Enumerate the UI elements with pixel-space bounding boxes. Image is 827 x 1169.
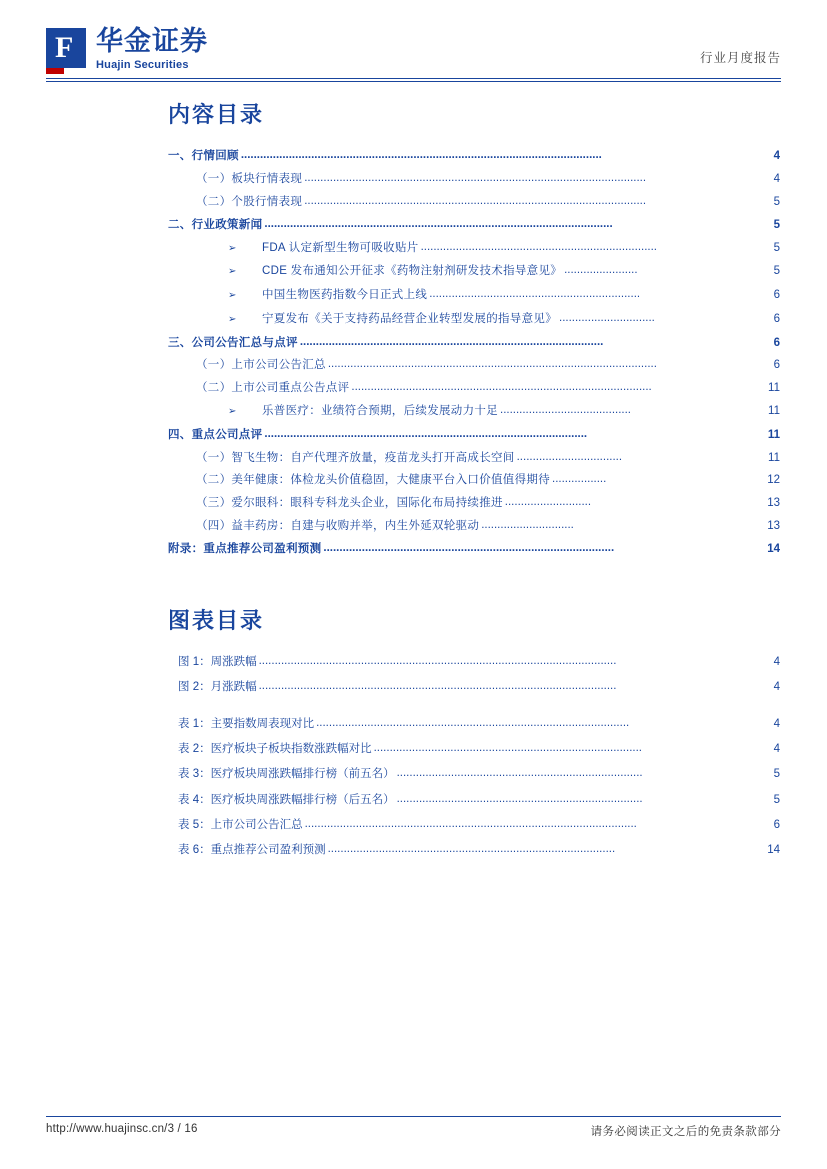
toc-entry-page: 6 — [773, 359, 780, 372]
toc-leader: ............................................................................................... — [299, 335, 604, 348]
toc-entry-label: （一）板块行情表现 — [196, 173, 303, 186]
toc-entry-label: 附录：重点推荐公司盈利预测 — [168, 542, 322, 555]
toc-leader: .......................................................................... — [420, 240, 657, 253]
toc-leader: ........................... — [504, 496, 592, 509]
page-footer — [46, 1116, 781, 1139]
table-entry[interactable] — [168, 711, 780, 736]
table-leader: ............................................................................. — [396, 792, 643, 805]
toc-entry-label: 二、行业政策新闻 — [168, 218, 263, 231]
bullet-arrow-icon: ➢ — [228, 313, 237, 325]
toc-leader: .................................................................. — [429, 288, 641, 301]
logo-text-cn: 华金证券 — [96, 26, 208, 56]
toc-entry-label: （三）爱尔眼科：眼科专科龙头企业，国际化布局持续推进 — [196, 497, 503, 510]
table-entry-page: 4 — [773, 718, 780, 731]
toc-entry[interactable] — [168, 145, 780, 168]
toc-leader: ......................................... — [500, 403, 631, 416]
table-leader: .......................................................................................... — [327, 842, 616, 855]
toc-entry[interactable] — [168, 236, 780, 260]
toc-entry-label: 宁夏发布《关于支持药品经营企业转型发展的指导意见》 — [262, 312, 557, 325]
table-entry-label: 表 4：医疗板块周涨跌幅排行榜（后五名） — [178, 793, 395, 806]
table-entry-label: 表 5：上市公司公告汇总 — [178, 818, 303, 831]
bullet-arrow-icon: ➢ — [228, 290, 237, 302]
table-entry[interactable] — [168, 787, 780, 812]
table-leader: ............................................................................. — [396, 767, 643, 780]
toc-leader: ........................................................................................... — [323, 541, 615, 554]
toc-entry[interactable] — [168, 377, 780, 400]
logo-text-en: Huajin Securities — [96, 59, 189, 71]
toc-entry[interactable] — [168, 492, 780, 515]
header-divider-thin — [46, 81, 781, 82]
bullet-arrow-icon: ➢ — [228, 242, 237, 254]
toc-entry-label: （二）上市公司重点公告点评 — [196, 382, 350, 395]
logo-letter: F — [55, 31, 74, 64]
logo-mark-icon — [46, 28, 86, 68]
toc-leader: ....................... — [564, 264, 638, 277]
toc-entry-page: 4 — [773, 173, 780, 186]
figure-entry-page: 4 — [773, 680, 780, 693]
toc-entry[interactable] — [168, 423, 780, 446]
toc-leader: ........................................................................................................... — [304, 194, 647, 207]
toc-leader: ....................................................................................................... — [327, 358, 657, 371]
toc-entry-page: 5 — [773, 241, 780, 254]
figure-index-title: 图表目录 — [168, 608, 265, 634]
toc-entry-page: 6 — [773, 289, 780, 302]
table-leader: ........................................................................................................ — [304, 817, 637, 830]
toc-leader: ............................................................................................................. — [264, 217, 613, 230]
toc-entry-label: （二）个股行情表现 — [196, 195, 303, 208]
page-header — [46, 26, 781, 76]
figure-entry-page: 4 — [773, 655, 780, 668]
toc-entry[interactable] — [168, 400, 780, 424]
toc-entry-page: 11 — [767, 428, 780, 441]
toc-entry[interactable] — [168, 168, 780, 191]
toc-entry-page: 4 — [773, 150, 780, 163]
table-entry[interactable] — [168, 837, 780, 862]
toc-entry-label: （一）上市公司公告汇总 — [196, 359, 326, 372]
toc-entry[interactable] — [168, 260, 780, 284]
toc-entry[interactable] — [168, 284, 780, 308]
toc-entry-label: 一、行情回顾 — [168, 150, 239, 163]
table-entry-label: 表 6：重点推荐公司盈利预测 — [178, 843, 326, 856]
figure-entry-label: 图 2：月涨跌幅 — [178, 680, 257, 693]
toc-entry-page: 6 — [773, 336, 780, 349]
figure-entry[interactable] — [168, 674, 780, 699]
table-entry-page: 6 — [773, 818, 780, 831]
toc-leader: ................................. — [516, 450, 623, 463]
toc-entry[interactable] — [168, 213, 780, 236]
toc-entry[interactable] — [168, 354, 780, 377]
toc-entry-page: 12 — [767, 474, 780, 487]
toc-leader: ................................................................................................................. — [240, 149, 602, 162]
table-entry-page: 14 — [767, 843, 780, 856]
toc-leader: .............................................................................................. — [351, 381, 652, 394]
toc-entry[interactable] — [168, 331, 780, 354]
table-entry[interactable] — [168, 762, 780, 787]
figure-leader: ................................................................................................................ — [258, 679, 617, 692]
toc-entry-label: 三、公司公告汇总与点评 — [168, 336, 298, 349]
toc-leader: ........................................................................................................... — [304, 172, 647, 185]
toc-entry-label: （一）智飞生物：自产代理齐放量，疫苗龙头打开高成长空间 — [196, 451, 515, 464]
figure-entry[interactable] — [168, 649, 780, 674]
toc-entry-label: 中国生物医药指数今日正式上线 — [262, 289, 428, 302]
toc-content — [168, 98, 780, 863]
table-entry[interactable] — [168, 812, 780, 837]
toc-entry-page: 5 — [773, 265, 780, 278]
toc-entry-page: 6 — [773, 312, 780, 325]
toc-leader: ................. — [552, 473, 607, 486]
toc-entry-label: 乐普医疗：业绩符合预期，后续发展动力十足 — [262, 404, 498, 417]
table-entry-page: 5 — [773, 768, 780, 781]
toc-entry[interactable] — [168, 446, 780, 469]
toc-entry-label: （四）益丰药房：自建与收购并举，内生外延双轮驱动 — [196, 519, 480, 532]
toc-leader: ............................. — [481, 518, 574, 531]
toc-entry-label: FDA 认定新型生物可吸收贴片 — [262, 241, 419, 254]
company-logo — [46, 26, 208, 71]
toc-entry-page: 14 — [767, 542, 780, 555]
bullet-arrow-icon: ➢ — [228, 266, 237, 278]
toc-entry-page: 11 — [768, 382, 780, 395]
figure-entry-label: 图 1：周涨跌幅 — [178, 655, 257, 668]
table-entry-label: 表 3：医疗板块周涨跌幅排行榜（前五名） — [178, 768, 395, 781]
table-entry-page: 4 — [773, 743, 780, 756]
figure-leader: ................................................................................................................ — [258, 654, 617, 667]
toc-entry-label: CDE 发布通知公开征求《药物注射剂研发技术指导意见》 — [262, 265, 563, 278]
table-entry-label: 表 2：医疗板块子板块指数涨跌幅对比 — [178, 743, 372, 756]
toc-entry[interactable] — [168, 537, 780, 560]
footer-url[interactable]: http://www.huajinsc.cn/3 / 16 — [46, 1123, 198, 1135]
toc-entry[interactable] — [168, 469, 780, 492]
toc-entry-page: 13 — [767, 497, 780, 510]
figure-list — [168, 649, 780, 863]
toc-entry-label: （二）美年健康：体检龙头价值稳固，大健康平台入口价值值得期待 — [196, 474, 550, 487]
toc-entry[interactable] — [168, 191, 780, 214]
toc-leader: .............................. — [559, 311, 655, 324]
toc-entry-page: 5 — [773, 195, 780, 208]
toc-entry-page: 13 — [767, 519, 780, 532]
table-entry-label: 表 1：主要指数周表现对比 — [178, 718, 315, 731]
toc-entry-label: 四、重点公司点评 — [168, 428, 263, 441]
toc-entry-page: 11 — [768, 404, 780, 417]
toc-entry[interactable] — [168, 307, 780, 331]
bullet-arrow-icon: ➢ — [228, 405, 237, 417]
header-divider — [46, 78, 781, 79]
table-entry[interactable] — [168, 737, 780, 762]
page-title: 内容目录 — [168, 102, 265, 127]
toc-entry-page: 5 — [773, 218, 780, 231]
toc-entry[interactable] — [168, 515, 780, 538]
toc-entry-page: 11 — [768, 451, 780, 464]
table-leader: .................................................................................................. — [316, 717, 630, 730]
document-type-label: 行业月度报告 — [699, 51, 781, 65]
toc-leader: ..................................................................................................... — [264, 427, 588, 440]
footer-disclaimer: 请务必阅读正文之后的免责条款部分 — [590, 1126, 781, 1138]
footer-divider — [46, 1116, 781, 1117]
toc-list — [168, 145, 780, 560]
table-entry-page: 5 — [773, 793, 780, 806]
table-leader: .................................................................................... — [373, 742, 642, 755]
